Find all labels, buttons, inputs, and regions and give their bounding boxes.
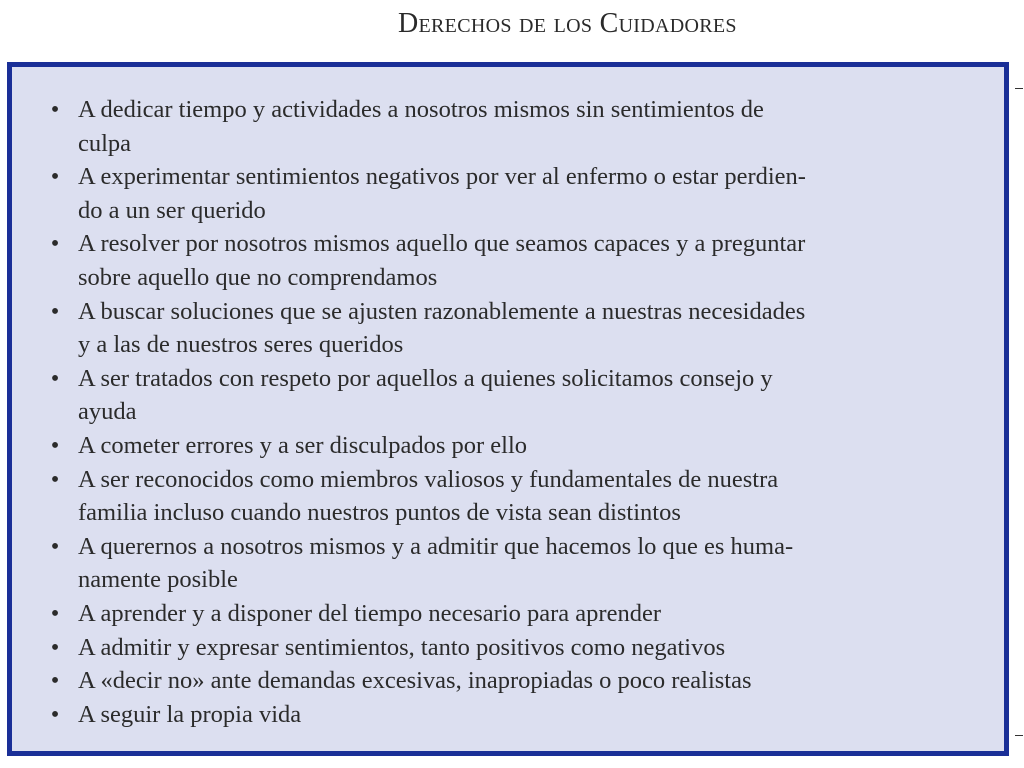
bullet-icon: • <box>50 163 60 191</box>
item-line: culpa <box>78 129 132 157</box>
list-item <box>40 93 998 160</box>
item-line: A querernos a nosotros mismos y a admitir que hacemos lo que es huma- <box>78 532 794 560</box>
item-line: A dedicar tiempo y actividades a nosotros mismos sin sentimientos de <box>78 96 764 123</box>
list-item <box>40 295 998 362</box>
list-item <box>40 597 998 631</box>
item-line: sobre aquello que no comprendamos <box>78 263 438 291</box>
item-line: A experimentar sentimientos negativos por ver al enfermo o estar perdien- <box>78 163 806 191</box>
bullet-icon: • <box>50 599 60 627</box>
item-line: A «decir no» ante demandas excesivas, inapropiadas o poco realistas <box>78 667 752 695</box>
list-item <box>40 530 998 597</box>
item-line: namente posible <box>78 566 238 594</box>
item-line: A admitir y expresar sentimientos, tanto positivos como negativos <box>78 633 726 661</box>
list-item <box>40 429 998 463</box>
item-line: A resolver por nosotros mismos aquello que seamos capaces y a preguntar <box>78 230 806 258</box>
bullet-icon: • <box>50 96 60 123</box>
page-title: Derechos de los Cuidadores <box>398 8 737 39</box>
list-item <box>40 664 998 698</box>
item-line: do a un ser querido <box>78 196 266 224</box>
list-item <box>40 160 998 227</box>
list-item <box>40 227 998 294</box>
bullet-icon: • <box>50 700 60 728</box>
list-item <box>40 631 998 665</box>
bullet-icon: • <box>50 297 60 325</box>
item-line: A seguir la propia vida <box>78 700 302 728</box>
item-line: A ser tratados con respeto por aquellos a quienes solicitamos consejo y <box>78 364 773 392</box>
item-line: A cometer errores y a ser disculpados por ello <box>78 431 528 459</box>
bullet-icon: • <box>50 667 60 695</box>
bullet-icon: • <box>50 230 60 258</box>
bullet-icon: • <box>50 364 60 392</box>
margin-tick <box>1015 88 1023 89</box>
list-item <box>40 362 998 429</box>
rights-list <box>40 93 998 731</box>
bullet-icon: • <box>50 431 60 459</box>
bullet-icon: • <box>50 465 60 493</box>
margin-tick <box>1015 735 1023 736</box>
list-item <box>40 463 998 530</box>
item-line: ayuda <box>78 398 137 426</box>
item-line: A aprender y a disponer del tiempo necesario para aprender <box>78 599 661 627</box>
item-line: y a las de nuestros seres queridos <box>78 331 404 359</box>
item-line: A buscar soluciones que se ajusten razonablemente a nuestras necesidades <box>78 297 806 325</box>
bullet-icon: • <box>50 633 60 661</box>
bullet-icon: • <box>50 532 60 560</box>
rights-box <box>7 62 1009 756</box>
list-item <box>40 698 998 732</box>
item-line: familia incluso cuando nuestros puntos de vista sean distintos <box>78 499 681 527</box>
item-line: A ser reconocidos como miembros valiosos y fundamentales de nuestra <box>78 465 779 493</box>
